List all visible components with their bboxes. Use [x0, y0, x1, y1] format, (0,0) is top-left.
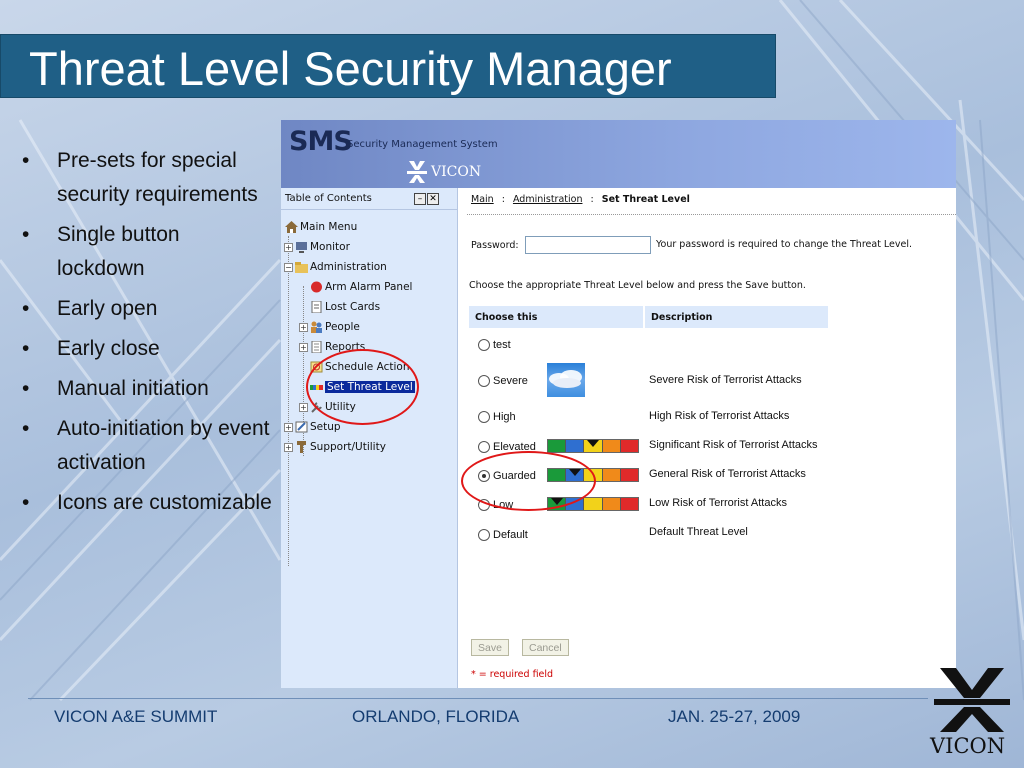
bullet-item: [22, 486, 272, 520]
radio-elevated[interactable]: [478, 441, 490, 453]
breadcrumb-administration-link[interactable]: Administration: [512, 194, 583, 205]
option-label: Default: [493, 529, 528, 541]
bullet-item: [22, 144, 272, 212]
bullet-item: [22, 332, 272, 366]
description-low: Low Risk of Terrorist Attacks: [649, 497, 787, 509]
toc-item-label: Set Threat Level: [327, 381, 413, 393]
bullet-text: Early open: [57, 297, 158, 320]
bar-segment: [603, 440, 621, 452]
toc-item-label: Utility: [325, 401, 356, 413]
threat-option-high[interactable]: [478, 411, 516, 423]
expand-people-toggle[interactable]: +: [300, 323, 307, 332]
column-header-description: Description: [645, 306, 828, 328]
breadcrumb-separator: :: [501, 194, 505, 205]
vicon-mark-icon: [405, 160, 429, 184]
toc-item-label: Arm Alarm Panel: [325, 281, 413, 293]
bullet-item: [22, 218, 272, 286]
footer-location: ORLANDO, FLORIDA: [352, 707, 520, 726]
bullet-text: Manual initiation: [57, 377, 209, 400]
threat-option-test[interactable]: [478, 339, 511, 351]
required-field-note: * = required field: [471, 669, 554, 680]
toc-minimize-button[interactable]: –: [414, 193, 426, 205]
toc-item-arm-alarm-panel[interactable]: [310, 278, 412, 296]
vicon-footer-logo: [926, 664, 1018, 764]
highlight-circle-guarded: [461, 451, 596, 511]
radio-high[interactable]: [478, 411, 490, 423]
expand-reports-toggle[interactable]: +: [300, 343, 307, 352]
bullet-dot: •: [22, 377, 30, 400]
threat-option-default[interactable]: [478, 529, 528, 541]
breadcrumb-separator: :: [590, 194, 594, 205]
severe-weather-icon: [547, 363, 585, 397]
sms-subtitle: Security Management System: [347, 139, 498, 150]
vicon-mark-icon: [926, 664, 1018, 734]
expand-utility-toggle[interactable]: +: [300, 403, 307, 412]
main-content-panel: [459, 188, 956, 688]
table-of-contents-panel: [281, 188, 458, 688]
toc-item-administration[interactable]: [295, 258, 387, 276]
cancel-button[interactable]: Cancel: [522, 639, 569, 656]
toc-item-people[interactable]: [310, 318, 360, 336]
sms-screenshot-window: [281, 120, 956, 688]
report-icon: [310, 341, 323, 353]
expand-monitor-toggle[interactable]: +: [285, 243, 292, 252]
bullet-item: [22, 292, 272, 326]
slide-title-bar: [0, 34, 776, 98]
bullet-text: Early close: [57, 337, 160, 360]
bullet-dot: •: [22, 417, 30, 440]
column-header-choose: Choose this: [469, 306, 643, 328]
bar-segment: [621, 440, 638, 452]
description-elevated: Significant Risk of Terrorist Attacks: [649, 439, 818, 451]
password-hint: Your password is required to change the Threat Level.: [656, 239, 913, 250]
bullet-text: Icons are customizable: [57, 491, 272, 514]
bullet-dot: •: [22, 297, 30, 320]
toc-item-label: Monitor: [310, 241, 350, 253]
toc-item-setup[interactable]: [295, 418, 341, 436]
toc-item-label: Main Menu: [300, 221, 358, 233]
toc-item-label: Schedule Action: [325, 361, 410, 373]
alarm-icon: [310, 281, 323, 293]
password-input[interactable]: [525, 236, 651, 254]
bar-segment: [566, 440, 584, 452]
description-guarded: General Risk of Terrorist Attacks: [649, 468, 806, 480]
toc-header: [281, 188, 457, 210]
bullet-text: Single button lockdown: [57, 223, 180, 280]
password-label: Password:: [471, 240, 519, 251]
breadcrumb-divider: [467, 214, 956, 215]
bullet-dot: •: [22, 223, 30, 246]
highlight-circle-menu: [306, 349, 419, 425]
bar-segment: [621, 469, 638, 481]
breadcrumb-main-link[interactable]: Main: [471, 194, 494, 205]
threat-option-severe[interactable]: [478, 375, 528, 387]
option-label: High: [493, 411, 516, 423]
bullet-text: Pre-sets for special security requirements: [57, 149, 258, 206]
toc-item-label: Reports: [325, 341, 366, 353]
sms-logo: SMS: [289, 126, 352, 157]
option-label: Low: [493, 499, 514, 511]
vicon-footer-text: VICON: [930, 734, 1006, 758]
option-label: test: [493, 339, 511, 351]
footer-event: VICON A&E SUMMIT: [54, 707, 218, 726]
breadcrumb-current: Set Threat Level: [601, 194, 690, 205]
card-icon: [310, 301, 323, 313]
option-label: Guarded: [493, 470, 536, 482]
toc-item-lost-cards[interactable]: [310, 298, 380, 316]
bar-segment: [603, 498, 621, 510]
toc-item-label: Support/Utility: [310, 441, 386, 453]
threat-level-bar-elevated: [547, 439, 639, 453]
toc-title: Table of Contents: [285, 193, 372, 204]
setup-icon: [295, 421, 308, 433]
option-label: Elevated: [493, 441, 536, 453]
slide-title: Threat Level Security Manager: [29, 42, 672, 95]
bullet-dot: •: [22, 337, 30, 360]
people-icon: [310, 321, 323, 333]
option-label: Severe: [493, 375, 528, 387]
cloud-icon: [547, 363, 585, 397]
monitor-icon: [295, 241, 308, 253]
expand-setup-toggle[interactable]: +: [285, 423, 292, 432]
feature-bullet-list: [22, 144, 272, 526]
bar-segment: [621, 498, 638, 510]
bar-segment: [584, 498, 602, 510]
support-icon: [295, 441, 308, 453]
description-severe: Severe Risk of Terrorist Attacks: [649, 374, 802, 386]
toc-item-label: Administration: [310, 261, 387, 273]
footer-date: JAN. 25-27, 2009: [668, 707, 801, 726]
footer-divider: [28, 698, 928, 699]
toc-item-support-utility[interactable]: [295, 438, 386, 456]
radio-default[interactable]: [478, 529, 490, 541]
bullet-item: [22, 372, 272, 406]
toc-item-label: People: [325, 321, 360, 333]
radio-severe[interactable]: [478, 375, 490, 387]
toc-close-button[interactable]: ✕: [427, 193, 439, 205]
bar-segment: [584, 440, 602, 452]
expand-support-toggle[interactable]: +: [285, 443, 292, 452]
save-button[interactable]: Save: [471, 639, 509, 656]
radio-test[interactable]: [478, 339, 490, 351]
folder-icon: [295, 261, 308, 273]
breadcrumb: [471, 194, 690, 205]
vicon-header-logo: [405, 160, 483, 184]
toc-item-monitor[interactable]: [295, 238, 350, 256]
bar-segment: [603, 469, 621, 481]
sms-header: [281, 120, 956, 188]
description-high: High Risk of Terrorist Attacks: [649, 410, 790, 422]
bar-segment: [548, 440, 566, 452]
bullet-text: Auto-initiation by event activation: [57, 417, 270, 474]
bullet-dot: •: [22, 491, 30, 514]
instruction-text: Choose the appropriate Threat Level below and press the Save button.: [469, 280, 806, 291]
tree-line: [288, 236, 289, 566]
house-icon: [285, 221, 298, 233]
toc-item-label: Lost Cards: [325, 301, 381, 313]
bullet-item: [22, 412, 272, 480]
description-default: Default Threat Level: [649, 526, 748, 538]
bullet-dot: •: [22, 149, 30, 172]
toc-item-label: Setup: [310, 421, 341, 433]
toc-item-main-menu[interactable]: [285, 218, 357, 236]
vicon-header-text: VICON: [431, 164, 482, 180]
collapse-administration-toggle[interactable]: −: [285, 263, 292, 272]
